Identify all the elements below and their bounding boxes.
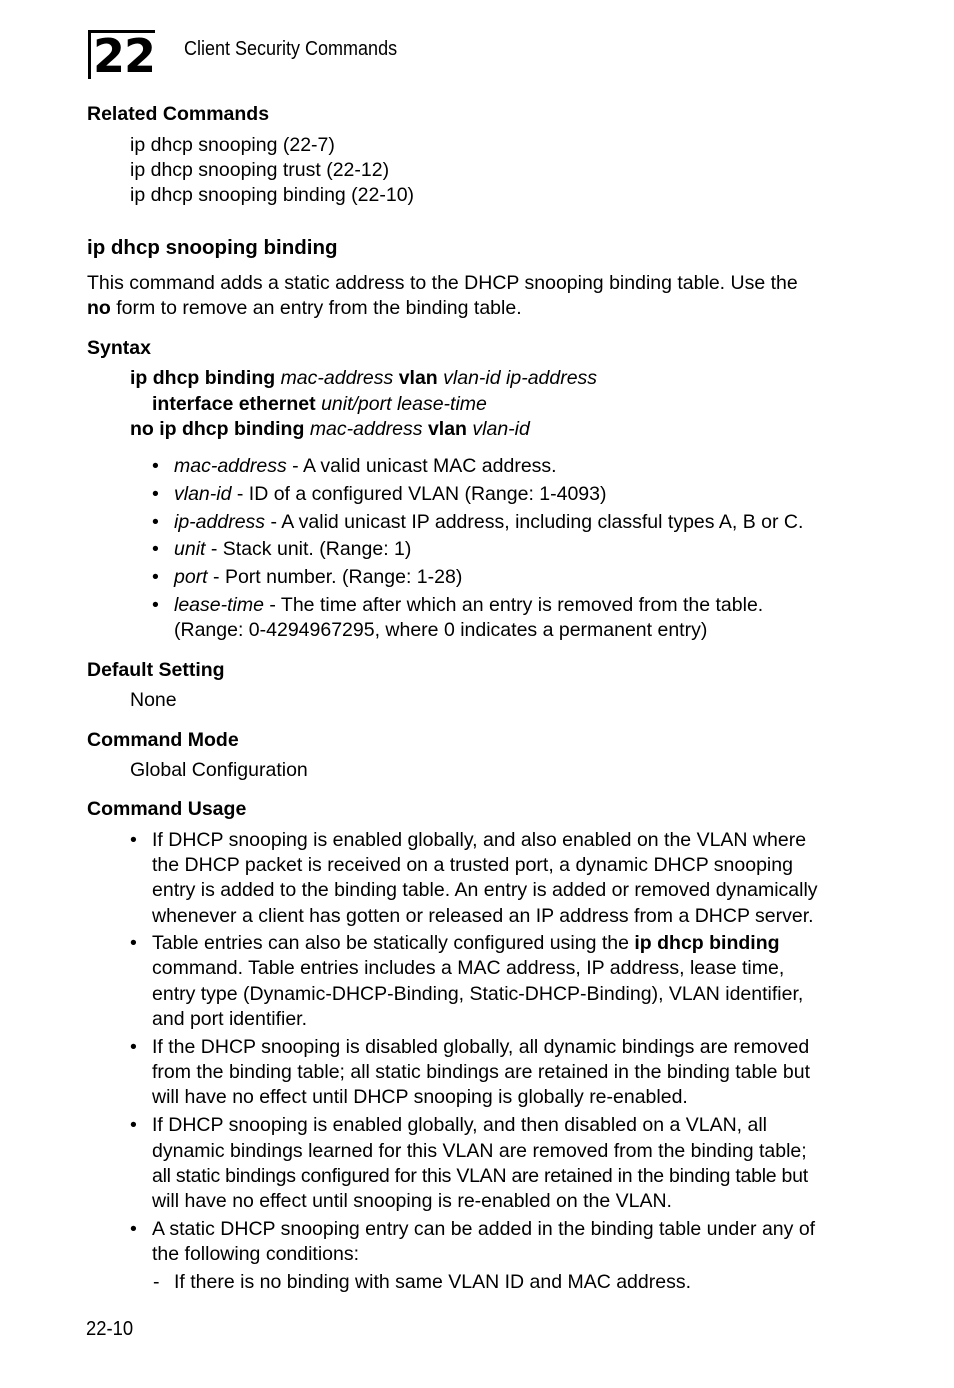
bullet-icon: • bbox=[130, 932, 137, 954]
usage-line: If the DHCP snooping is disabled globally, all dynamic bindings are removed bbox=[152, 1036, 810, 1058]
bullet-icon: • bbox=[152, 566, 159, 588]
bullet-icon: • bbox=[152, 538, 159, 560]
usage-line: will have no effect until snooping is re-enabled on the VLAN. bbox=[152, 1190, 672, 1212]
command-title: ip dhcp snooping binding bbox=[87, 236, 338, 259]
param-desc: - A valid unicast MAC address. bbox=[286, 455, 557, 477]
keyword: interface ethernet bbox=[152, 393, 316, 415]
syntax-line-1 bbox=[130, 367, 597, 390]
usage-keyword: ip dhcp binding bbox=[634, 932, 780, 954]
param-desc: - Stack unit. (Range: 1) bbox=[205, 538, 412, 560]
default-setting-heading: Default Setting bbox=[87, 659, 225, 681]
param-item bbox=[174, 455, 557, 478]
param-item bbox=[174, 511, 803, 534]
keyword: vlan bbox=[398, 367, 438, 389]
chapter-number: 22 bbox=[88, 30, 155, 79]
usage-line: A static DHCP snooping entry can be added in the binding table under any of bbox=[152, 1218, 816, 1240]
usage-line: all static bindings configured for this VLAN are retained in the binding table but bbox=[152, 1165, 808, 1187]
param-desc: - The time after which an entry is removed from the table. bbox=[263, 594, 764, 616]
param-desc: - ID of a configured VLAN (Range: 1-4093) bbox=[231, 483, 607, 505]
usage-line: If DHCP snooping is enabled globally, and then disabled on a VLAN, all bbox=[152, 1114, 768, 1136]
bullet-icon: • bbox=[152, 594, 159, 616]
param: mac-address bbox=[309, 418, 423, 440]
command-description-2 bbox=[87, 297, 522, 320]
param: vlan-id bbox=[472, 418, 530, 440]
command-mode-heading: Command Mode bbox=[87, 729, 239, 751]
page-number: 22-10 bbox=[86, 1318, 134, 1340]
param: unit/port lease-time bbox=[321, 393, 487, 415]
usage-line: from the binding table; all static bindings are retained in the binding table but bbox=[152, 1061, 811, 1083]
bullet-icon: • bbox=[130, 1036, 137, 1058]
chapter-title: Client Security Commands bbox=[184, 38, 398, 60]
related-commands-heading: Related Commands bbox=[87, 103, 270, 125]
bullet-icon: • bbox=[152, 483, 159, 505]
usage-text: Table entries can also be statically configured using the bbox=[152, 932, 635, 954]
param-item bbox=[174, 594, 763, 617]
usage-line: the DHCP packet is received on a trusted port, a dynamic DHCP snooping bbox=[152, 854, 793, 876]
param: vlan-id ip-address bbox=[443, 367, 598, 389]
syntax-heading: Syntax bbox=[87, 337, 151, 359]
related-item: ip dhcp snooping (22-7) bbox=[130, 134, 335, 156]
usage-line: If DHCP snooping is enabled globally, and also enabled on the VLAN where bbox=[152, 829, 807, 851]
keyword: ip dhcp binding bbox=[130, 367, 276, 389]
usage-line: will have no effect until DHCP snooping is globally re-enabled. bbox=[152, 1086, 688, 1108]
param-name: vlan-id bbox=[174, 483, 232, 505]
param-name: mac-address bbox=[174, 455, 287, 477]
param-item bbox=[174, 538, 411, 561]
param-name: ip-address bbox=[174, 511, 266, 533]
param-name: unit bbox=[174, 538, 206, 560]
bullet-icon: • bbox=[130, 829, 137, 851]
usage-line: and port identifier. bbox=[152, 1008, 308, 1030]
usage-line: the following conditions: bbox=[152, 1243, 360, 1265]
usage-line bbox=[152, 932, 780, 955]
default-setting-value: None bbox=[130, 689, 177, 711]
param-name: port bbox=[174, 566, 208, 588]
related-item: ip dhcp snooping binding (22-10) bbox=[130, 184, 415, 206]
no-keyword: no bbox=[87, 297, 111, 319]
param-item bbox=[174, 566, 462, 589]
param-item bbox=[174, 483, 607, 506]
param-name: lease-time bbox=[174, 594, 264, 616]
command-description: This command adds a static address to the DHCP snooping binding table. Use the bbox=[87, 272, 798, 294]
bullet-icon: • bbox=[152, 511, 159, 533]
command-mode-value: Global Configuration bbox=[130, 759, 308, 781]
bullet-icon: • bbox=[130, 1114, 137, 1136]
usage-line: dynamic bindings learned for this VLAN are removed from the binding table; bbox=[152, 1140, 807, 1162]
bullet-icon: • bbox=[130, 1218, 137, 1240]
keyword: vlan bbox=[427, 418, 467, 440]
usage-line: entry type (Dynamic-DHCP-Binding, Static-DHCP-Binding), VLAN identifier, bbox=[152, 983, 804, 1005]
usage-line: entry is added to the binding table. An entry is added or removed dynamically bbox=[152, 879, 818, 901]
syntax-line-3 bbox=[130, 418, 530, 441]
desc-rest: form to remove an entry from the binding table. bbox=[110, 297, 522, 319]
related-item: ip dhcp snooping trust (22-12) bbox=[130, 159, 390, 181]
param: mac-address bbox=[280, 367, 394, 389]
param-desc-cont: (Range: 0-4294967295, where 0 indicates a permanent entry) bbox=[174, 619, 708, 641]
param-desc: - Port number. (Range: 1-28) bbox=[207, 566, 463, 588]
usage-line: whenever a client has gotten or released an IP address from a DHCP server. bbox=[152, 905, 814, 927]
param-desc: - A valid unicast IP address, including classful types A, B or C. bbox=[265, 511, 804, 533]
usage-subitem: If there is no binding with same VLAN ID and MAC address. bbox=[174, 1271, 691, 1293]
dash-icon: - bbox=[153, 1271, 160, 1293]
syntax-line-2 bbox=[152, 393, 487, 416]
keyword: no ip dhcp binding bbox=[130, 418, 305, 440]
usage-line: command. Table entries includes a MAC address, IP address, lease time, bbox=[152, 957, 785, 979]
bullet-icon: • bbox=[152, 455, 159, 477]
command-usage-heading: Command Usage bbox=[87, 798, 247, 820]
